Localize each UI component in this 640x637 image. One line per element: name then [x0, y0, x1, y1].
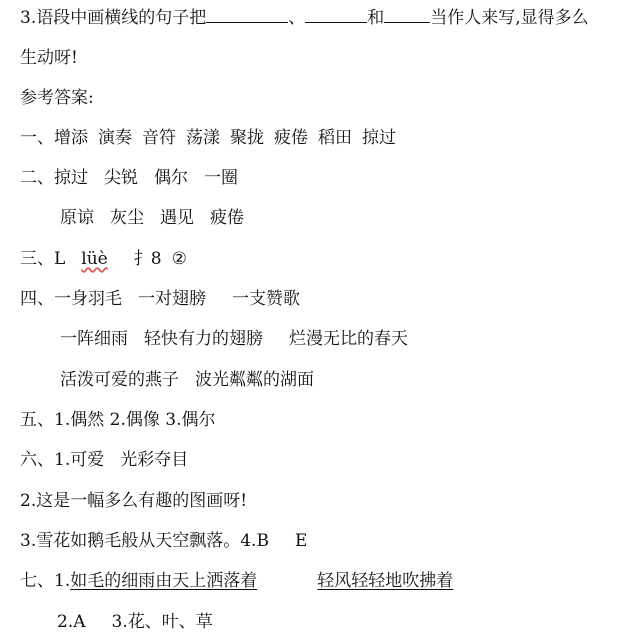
section-6-label: 六、	[20, 450, 54, 470]
word: 掠过	[362, 128, 396, 148]
circled-answer: ②	[171, 249, 187, 269]
phrase: 一对翅膀	[138, 289, 206, 309]
phrase: 一阵细雨	[60, 329, 128, 349]
section-3-label: 三、	[20, 249, 54, 269]
word: 荡漾	[186, 128, 220, 148]
question-3-separator-2: 和	[367, 8, 385, 28]
underlined-sentence: 如毛的细雨由天上洒落着	[70, 571, 258, 591]
answer: 光彩夺目	[120, 450, 189, 470]
word: 灰尘	[110, 208, 144, 228]
phrase: 一支赞歌	[232, 289, 300, 309]
phrase: 烂漫无比的春天	[289, 329, 408, 349]
section-4-row-3	[60, 369, 314, 391]
section-2-row-2	[60, 207, 244, 229]
word: 疲倦	[274, 128, 308, 148]
section-6-line-2: 2.这是一幅多么有趣的图画呀!	[20, 491, 248, 511]
blank-1	[206, 6, 288, 23]
section-1-label: 一、	[20, 128, 54, 148]
section-7-line-2	[57, 611, 213, 633]
word: 掠过	[54, 168, 88, 188]
word: 疲倦	[210, 208, 244, 228]
section-7-label: 七、	[20, 571, 54, 591]
section-5-text: 1.偶然 2.偶像 3.偶尔	[54, 410, 216, 430]
word: 聚拢	[230, 128, 264, 148]
phrase: 轻快有力的翅膀	[144, 329, 263, 349]
section-3	[20, 248, 187, 270]
question-3-line-1	[20, 6, 589, 29]
answer-letter: L	[54, 249, 66, 269]
word: 一圈	[204, 168, 238, 188]
answer: 3.花、叶、草	[111, 612, 213, 632]
phrase: 一身羽毛	[54, 289, 122, 309]
word: 遇见	[160, 208, 194, 228]
question-3-separator-1: 、	[288, 8, 306, 28]
word: 尖锐	[104, 168, 138, 188]
answer: 2.A	[57, 612, 86, 632]
question-3-text-start: 3.语段中画横线的句子把	[20, 8, 207, 28]
word: 音符	[142, 128, 176, 148]
section-2-label: 二、	[20, 168, 54, 188]
section-6-line-1	[20, 449, 188, 471]
section-1	[20, 127, 396, 149]
word: 稻田	[318, 128, 352, 148]
radical-strokes: 扌8	[133, 249, 162, 269]
section-2-row-1	[20, 167, 238, 189]
pinyin-answer: lüè	[81, 249, 108, 269]
question-3-line-2: 生动呀!	[20, 48, 78, 68]
blank-2	[305, 6, 367, 23]
section-5-label: 五、	[20, 410, 54, 430]
underlined-sentence: 轻风轻轻地吹拂着	[317, 571, 454, 591]
answer: 1.可爱	[54, 450, 105, 470]
phrase: 活泼可爱的燕子	[60, 370, 179, 390]
section-4-row-1	[20, 288, 300, 310]
section-4-label: 四、	[20, 289, 54, 309]
section-7-line-1	[20, 570, 453, 592]
word: 原谅	[60, 208, 94, 228]
answer: 3.雪花如鹅毛般从天空飘落。4.B	[20, 531, 269, 551]
section-4-row-2	[60, 328, 408, 350]
answer: E	[294, 531, 308, 551]
answers-title: 参考答案:	[20, 88, 94, 108]
blank-3	[384, 6, 430, 23]
section-6-line-3	[20, 530, 307, 552]
word: 增添	[54, 128, 88, 148]
word: 偶尔	[154, 168, 188, 188]
word: 演奏	[98, 128, 132, 148]
answer-prefix: 1.	[54, 571, 71, 591]
section-5	[20, 409, 215, 431]
question-3-text-end: 当作人来写,显得多么	[430, 8, 589, 28]
phrase: 波光粼粼的湖面	[195, 370, 314, 390]
